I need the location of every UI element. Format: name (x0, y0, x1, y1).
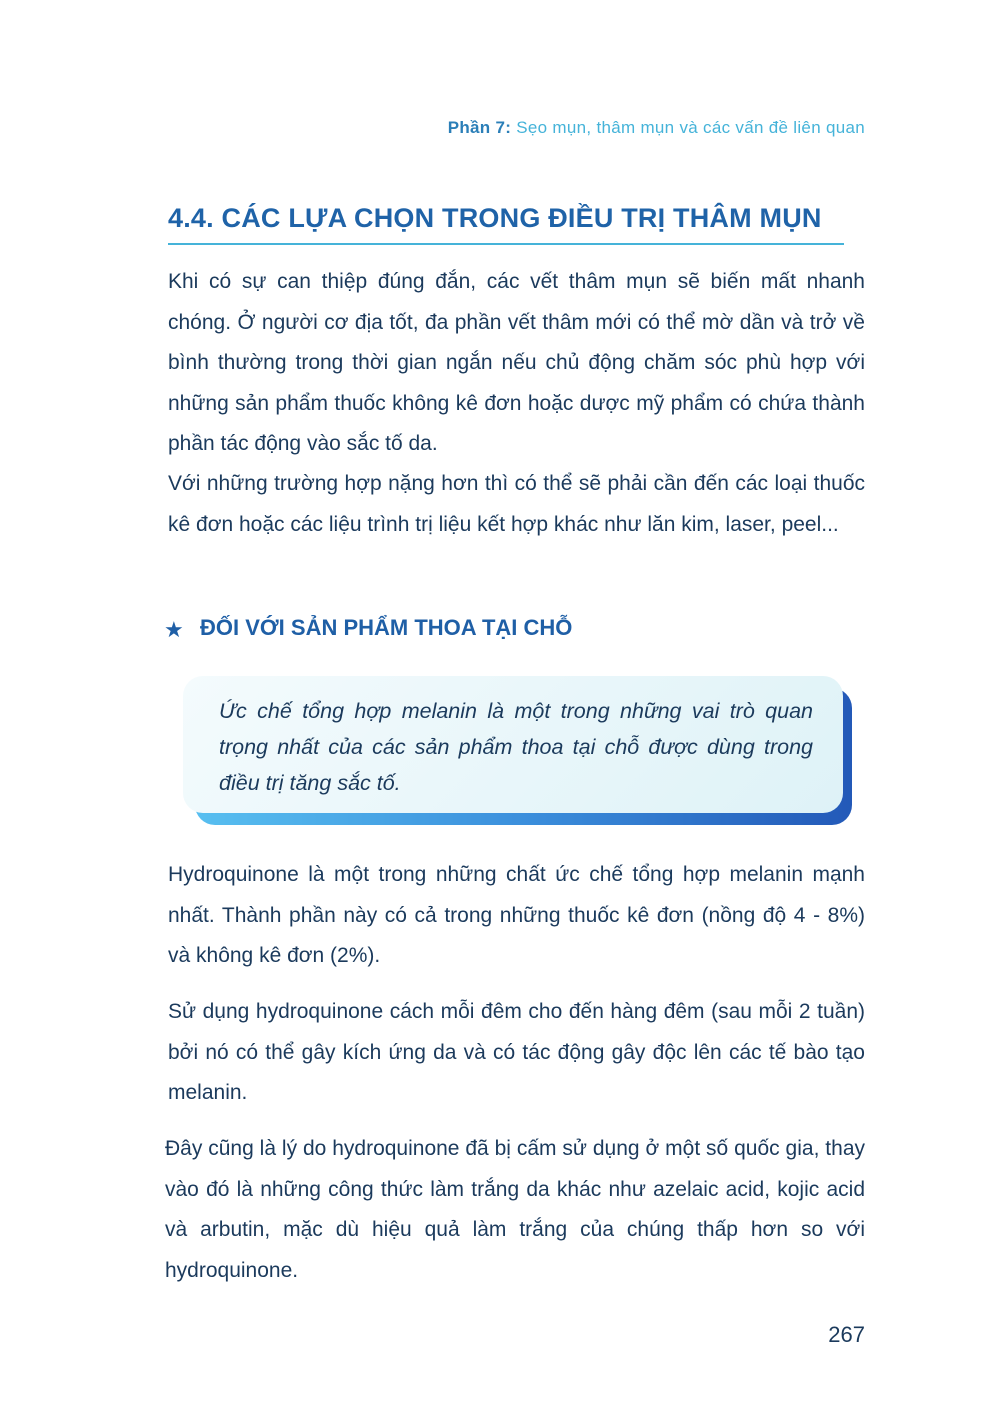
intro-paragraph-2: Với những trường hợp nặng hơn thì có thể sẽ phải cần đến các loại thuốc kê đơn hoặc các liệu trình trị liệu kết hợp khác như lăn kim, laser, peel... (168, 472, 865, 536)
body-paragraph-ban: Đây cũng là lý do hydroquinone đã bị cấm sử dụng ở một số quốc gia, thay vào đó là những công thức làm trắng da khác như azelaic acid, kojic acid và arbutin, mặc dù hiệu quả làm trắng của chúng thấp hơn so với hydroquinone. (165, 1137, 865, 1282)
callout-box (183, 676, 843, 813)
title-underline (168, 243, 844, 245)
body-paragraph-hydroquinone: Hydroquinone là một trong những chất ức chế tổng hợp melanin mạnh nhất. Thành phần này có cả trong những thuốc kê đơn (nồng độ 4 - 8%) và không kê đơn (2%). (168, 863, 865, 967)
header-part-label: Phần 7: (447, 118, 512, 137)
callout-text: Ức chế tổng hợp melanin là một trong những vai trò quan trọng nhất của các sản phẩm thoa tại chỗ được dùng trong điều trị tăng sắc tố. (219, 699, 813, 795)
page-number: 267 (828, 1322, 865, 1347)
section-title: 4.4. CÁC LỰA CHỌN TRONG ĐIỀU TRỊ THÂM MỤN (168, 203, 822, 233)
star-icon: ★ (164, 617, 184, 642)
header-part-title: Sẹo mụn, thâm mụn và các vấn đề liên quan (516, 118, 865, 137)
intro-paragraph-1: Khi có sự can thiệp đúng đắn, các vết thâm mụn sẽ biến mất nhanh chóng. Ở người cơ địa tốt, đa phần vết thâm mới có thể mờ dần và trở về bình thường trong thời gian ngắn nếu chủ động chăm sóc phù hợp với những sản phẩm thuốc không kê đơn hoặc dược mỹ phẩm có chứa thành phần tác động vào sắc tố da. (168, 270, 865, 455)
running-header (448, 118, 865, 138)
body-paragraph-usage: Sử dụng hydroquinone cách mỗi đêm cho đến hàng đêm (sau mỗi 2 tuần) bởi nó có thể gây kích ứng da và có tác động gây độc lên các tế bào tạo melanin. (168, 1000, 865, 1104)
subsection-heading: ĐỐI VỚI SẢN PHẨM THOA TẠI CHỖ (200, 615, 573, 640)
